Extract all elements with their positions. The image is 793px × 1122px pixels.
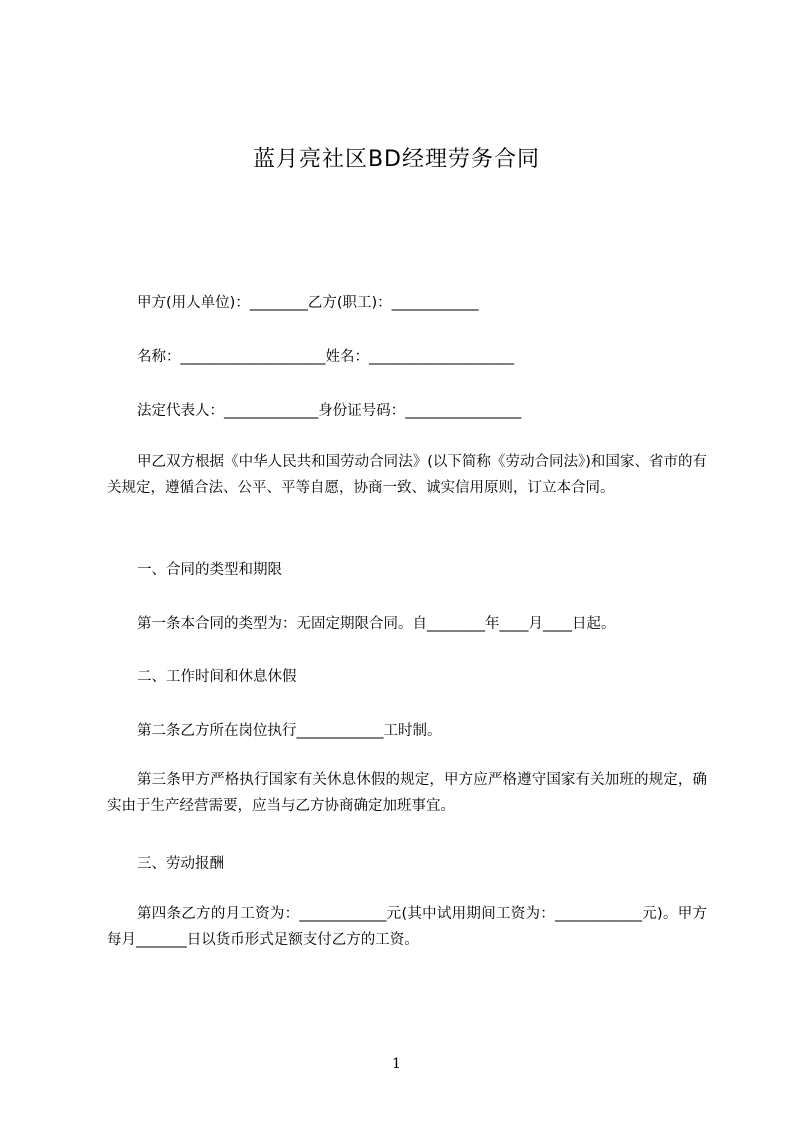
article3: 第三条甲方严格执行国家有关休息休假的规定，甲方应严格遵守国家有关加班的规定，确实由于生产经营需要，应当与乙方协商确定加班事宜。 [107,772,707,814]
page-number: 1 [392,1056,401,1072]
article4: 第四条乙方的月工资为：____________元(其中试用期间工资为：____________元)。甲方每月_______日以货币形式足额支付乙方的工资。 [107,906,707,948]
intro-paragraph: 甲乙双方根据《中华人民共和国劳动合同法》(以下简称《劳动合同法》)和国家、省市的有关规定，遵循合法、公平、平等自愿，协商一致、诚实信用原则，订立本合同。 [107,454,707,496]
section2-heading: 二、工作时间和休息休假 [137,669,297,685]
section3-heading: 三、劳动报酬 [137,856,224,872]
legal-rep-line: 法定代表人：_____________身份证号码：________________ [137,403,522,419]
parties-line: 甲方(用人单位)：________乙方(职工)：____________ [137,295,479,311]
name-line: 名称：____________________姓名：____________________ [137,349,514,365]
article1: 第一条本合同的类型为：无固定期限合同。自________年____月____日起。 [137,616,616,632]
document-title: 蓝月亮社区BD经理劳务合同 [252,147,541,172]
article2: 第二条乙方所在岗位执行____________工时制。 [137,723,442,739]
section1-heading: 一、合同的类型和期限 [137,562,282,578]
